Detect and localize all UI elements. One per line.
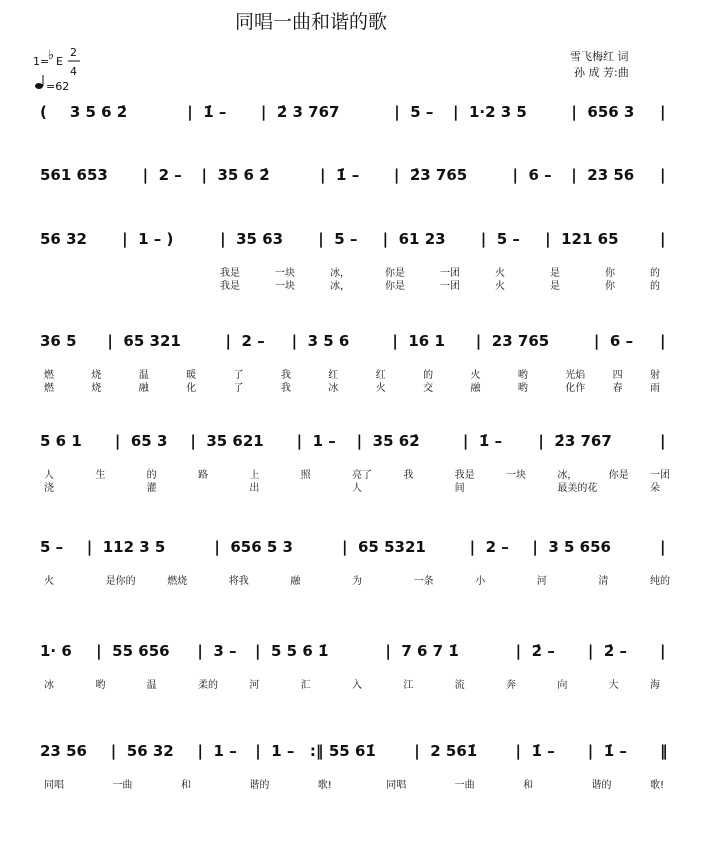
bar-line: | [587, 742, 594, 760]
bar-line: | [255, 742, 261, 760]
tempo-marking [35, 75, 69, 93]
lyric-word: 暖 [186, 370, 197, 381]
bar-line: | [220, 230, 226, 248]
lyric-word: 一曲 [112, 780, 133, 791]
lyric-word: 照 [300, 470, 311, 481]
note-group: 23 765 [491, 332, 550, 350]
lyric-word: 和 [180, 780, 191, 791]
note-group: 55 656 [112, 642, 170, 660]
note-group: 65 5321 [358, 538, 426, 556]
lyric-word: 我是 [220, 268, 240, 279]
lyric-word: 入 [352, 680, 362, 691]
note-group: 56 32 [40, 230, 87, 248]
lyric-word: 出 [249, 483, 260, 494]
bar-line: | [515, 642, 522, 660]
bar-line: | [394, 103, 400, 121]
lyric-word: 向 [557, 680, 568, 691]
lyric-word: 火 [495, 281, 505, 292]
lyric-word: 小 [475, 576, 486, 587]
lyric-word: 火 [470, 370, 481, 381]
lyric-word: 一块 [275, 268, 295, 279]
note-group: 7 6 7 1̇ [401, 642, 459, 660]
lyric-word: 间 [454, 483, 465, 494]
note-group: 121 65 [561, 230, 619, 248]
note-group: 23 56 [587, 166, 635, 184]
lyric-word: 融 [470, 383, 481, 394]
score-system [40, 103, 665, 122]
bar-line: | [462, 432, 469, 450]
score-system [40, 432, 670, 494]
key-prefix: 1= [33, 55, 50, 68]
bar-line: | [392, 332, 398, 350]
quarter-note-icon [35, 75, 43, 89]
lyric-word: 同唱 [386, 780, 407, 791]
bar-line: | [86, 538, 93, 556]
bar-line: | [660, 642, 666, 660]
lyric-word: 你 [605, 281, 615, 292]
bar-line: | [255, 642, 261, 660]
lyric-word: 朵 [650, 483, 660, 494]
note-group: 2 – [158, 166, 182, 184]
lyric-word: 温 [146, 680, 157, 691]
lyric-word: 红 [375, 370, 386, 381]
note-group: 2̇ 3 767 [276, 103, 340, 121]
lyric-word: 一块 [275, 281, 295, 292]
lyric-word: 冰 [44, 680, 54, 691]
bar-line: | [571, 166, 577, 184]
lyric-word: 海 [650, 680, 660, 691]
lyric-word: 你是 [385, 281, 405, 292]
lyric-word: 雨 [650, 383, 660, 394]
note-group: 1̇ – [603, 742, 627, 760]
lyric-word: 谐的 [591, 780, 612, 791]
time-signature-bottom: 4 [70, 65, 77, 78]
composer-credit: 孙 成 芳:曲 [574, 66, 629, 79]
lyric-word: 生 [95, 470, 106, 481]
lyric-line [220, 266, 660, 279]
bar-line: | [512, 166, 518, 184]
lyric-word: 江 [403, 680, 414, 691]
note-group: 1 – ) [138, 230, 174, 248]
note-group: 36 5 [40, 332, 77, 350]
note-group: 16 1 [408, 332, 445, 350]
lyric-word: 一团 [440, 281, 460, 292]
key-flat: ♭ [48, 48, 55, 63]
bar-line: | [318, 230, 324, 248]
score-system [40, 332, 665, 394]
note-group: 1̇ – [478, 432, 503, 450]
lyric-word: 化 [186, 383, 197, 394]
bar-line: | [452, 103, 459, 121]
lyric-word: 化作 [565, 383, 586, 394]
bar-line: | [201, 166, 207, 184]
lyric-word: 我是 [454, 470, 475, 481]
lyric-word: 我是 [220, 281, 240, 292]
lyric-line [44, 381, 660, 394]
note-group: 56 32 [126, 742, 174, 760]
lyric-word: 浇 [44, 483, 54, 494]
lyric-word: 奔 [506, 680, 516, 691]
note-group: 61 23 [398, 230, 446, 248]
lyric-word: 冰， [330, 268, 350, 279]
lyric-word: 人 [352, 483, 362, 494]
note-group: 5 – [410, 103, 434, 121]
note-group: 65 321 [123, 332, 181, 350]
lyric-word: 灌 [146, 483, 157, 494]
lyric-word: 人 [44, 470, 54, 481]
note-group: 2 – [485, 538, 509, 556]
lyric-word: 了 [233, 370, 244, 381]
lyric-word: 歌! [317, 780, 332, 791]
lyric-word: 我 [280, 370, 291, 381]
bar-line: | [393, 166, 400, 184]
bar-line: | [660, 230, 666, 248]
final-bar-line: ‖ [660, 742, 668, 760]
lyric-word: 是 [550, 281, 560, 292]
bar-line: | [532, 538, 538, 556]
lyric-line [220, 279, 660, 292]
note-group: 561 653 [40, 166, 108, 184]
bar-line: | [469, 538, 476, 556]
lyric-word: 冰， [557, 470, 578, 481]
bar-line: | [382, 230, 389, 248]
lyric-word: 的 [650, 281, 660, 292]
lyric-word: 光焰 [565, 370, 586, 381]
bar-line: | [260, 103, 267, 121]
key-letter: E [56, 55, 63, 68]
note-group: 2̇3 767 [554, 432, 612, 450]
lyric-word: 的 [146, 470, 157, 481]
lyric-word: 流 [454, 680, 465, 691]
lyric-word: 河 [249, 680, 260, 691]
note-group: 2̇ – [603, 642, 628, 660]
bar-line: | [96, 642, 102, 660]
lyric-word: 烧 [91, 383, 102, 394]
lyric-word: 四 [612, 370, 623, 381]
lyric-word: 火 [375, 383, 386, 394]
lyric-line [44, 678, 660, 691]
score-system [40, 742, 668, 791]
lyric-word: 清 [598, 576, 609, 587]
bar-line: | [545, 230, 551, 248]
bar-line: | [660, 538, 666, 556]
bar-line: | [571, 103, 577, 121]
note-group: 6 – [528, 166, 552, 184]
lyric-word: 哟 [95, 680, 106, 691]
bar-line: | [342, 538, 348, 556]
lyric-word: 是 [550, 268, 560, 279]
lyric-word: 春 [612, 383, 623, 394]
lyric-word: 大 [608, 680, 619, 691]
bar-line: | [291, 332, 298, 350]
lyric-word: 一曲 [454, 780, 475, 791]
lyric-word: 燃烧 [167, 576, 188, 587]
lyric-line [44, 368, 660, 381]
note-group: 23 56 [40, 742, 87, 760]
bar-line: | [320, 166, 326, 184]
lyric-line [44, 481, 660, 494]
bar-line: | [114, 432, 121, 450]
note-group: 2̇3 765 [409, 166, 468, 184]
lyric-word: 火 [44, 576, 54, 587]
lyric-word: 的 [423, 370, 434, 381]
bar-line: | [593, 332, 600, 350]
bar-line: | [660, 332, 666, 350]
lyric-word: 射 [650, 370, 660, 381]
lyric-word: 冰 [328, 383, 339, 394]
note-group: 55 61̇ [328, 742, 376, 760]
lyric-word: 路 [198, 470, 208, 481]
score-system [40, 166, 665, 185]
lyric-word: 亮了 [352, 470, 372, 481]
bar-line: | [190, 432, 196, 450]
lyric-word: 燃 [44, 383, 54, 394]
lyric-word: 纯的 [650, 576, 670, 587]
note-group: 1 – [312, 432, 336, 450]
lyric-word: 了 [233, 383, 244, 394]
bar-line: | [538, 432, 544, 450]
bar-line: | [225, 332, 232, 350]
note-group: 35 63 [236, 230, 284, 248]
note-group: 1 – [271, 742, 295, 760]
note-group: 5 – [40, 538, 64, 556]
bar-line: | [515, 742, 522, 760]
note-group: 35 621 [206, 432, 264, 450]
note-group: 3 5 6 2̇ [69, 103, 128, 121]
final-bar-line: :‖ [309, 742, 324, 760]
note-group: 1̇ – [531, 742, 555, 760]
bar-line: | [660, 103, 666, 121]
bar-line: | [414, 742, 420, 760]
lyric-word: 上 [249, 470, 260, 481]
note-group: 112 3 5 [102, 538, 166, 556]
lyric-word: 我 [280, 383, 291, 394]
score-system [40, 538, 670, 587]
note-group: 6 – [609, 332, 634, 350]
lyric-word: 你 [605, 268, 615, 279]
lyric-word: 烧 [91, 370, 102, 381]
score-systems [40, 103, 670, 791]
lyric-word: 将我 [228, 576, 249, 587]
note-group: 2 – [241, 332, 265, 350]
bar-line: | [187, 103, 193, 121]
note-group: 3 – [213, 642, 237, 660]
tempo-value: =62 [46, 80, 70, 93]
lyric-word: 同唱 [44, 780, 64, 791]
note-group: 5 5 6 1̇ [271, 642, 329, 660]
lyric-word: 最美的花 [557, 483, 598, 494]
note-group: 656 5 3 [230, 538, 293, 556]
bar-line: | [142, 166, 149, 184]
key-signature [33, 46, 77, 78]
note-group: 2 561̇ [430, 742, 478, 760]
score-system [40, 642, 665, 691]
lyric-word: 你是 [385, 268, 405, 279]
lyric-word: 一条 [413, 576, 434, 587]
lyric-word: 为 [352, 576, 362, 587]
note-group: 1· 6 [40, 642, 72, 660]
note-group: 5 6 1 [40, 432, 82, 450]
bar-line: | [197, 742, 204, 760]
lyric-word: 冰， [330, 281, 350, 292]
lyric-word: 融 [138, 383, 149, 394]
time-signature-top: 2 [70, 46, 77, 59]
note-group: ( [40, 103, 47, 121]
lyricist-credit: 雪飞梅红 词 [570, 50, 629, 63]
bar-line: | [385, 642, 391, 660]
lyric-word: 交 [423, 383, 434, 394]
lyric-word: 融 [290, 576, 301, 587]
lyric-word: 你是 [608, 470, 629, 481]
lyric-line [44, 468, 670, 481]
lyric-word: 汇 [300, 680, 311, 691]
lyric-line [44, 778, 664, 791]
lyric-word: 哟 [517, 383, 528, 394]
lyric-line [44, 574, 670, 587]
lyric-word: 一团 [440, 268, 460, 279]
note-group: 1̇ – [336, 166, 360, 184]
bar-line: | [475, 332, 482, 350]
note-group: 1·2 3 5 [468, 103, 527, 121]
bar-line: | [296, 432, 303, 450]
note-group: 3 5 6 [307, 332, 350, 350]
note-group: 656 3 [587, 103, 635, 121]
bar-line: | [587, 642, 594, 660]
note-group: 1 – [213, 742, 237, 760]
lyric-word: 和 [523, 780, 534, 791]
lyric-word: 哟 [517, 370, 528, 381]
bar-line: | [660, 432, 666, 450]
lyric-word: 的 [650, 268, 660, 279]
lyric-word: 燃 [44, 370, 54, 381]
note-group: 65 3 [130, 432, 168, 450]
lyric-word: 柔的 [198, 680, 218, 691]
bar-line: | [214, 538, 220, 556]
lyric-word: 是你的 [105, 576, 136, 587]
lyric-word: 谐的 [249, 780, 270, 791]
note-group: 5 – [496, 230, 520, 248]
bar-line: | [197, 642, 203, 660]
song-title: 同唱一曲和谐的歌 [235, 11, 388, 33]
note-group: 35 62̇ [372, 432, 420, 450]
note-group: 2̇ – [531, 642, 555, 660]
lyric-word: 温 [138, 370, 149, 381]
note-group: 3 5 656 [548, 538, 611, 556]
note-group: 5 – [334, 230, 358, 248]
bar-line: | [660, 166, 666, 184]
lyric-word: 火 [495, 268, 505, 279]
note-group: 1̇ – [203, 103, 227, 121]
lyric-word: 河 [536, 576, 547, 587]
lyric-word: 一块 [506, 470, 526, 481]
score-system [40, 230, 665, 292]
lyric-word: 歌! [650, 780, 665, 791]
note-group: 35 6 2̇ [217, 166, 270, 184]
bar-line: | [356, 432, 363, 450]
bar-line: | [122, 230, 128, 248]
bar-line: | [110, 742, 117, 760]
bar-line: | [480, 230, 487, 248]
lyric-word: 我 [403, 470, 414, 481]
lyric-word: 红 [328, 370, 339, 381]
lyric-word: 一团 [650, 470, 670, 481]
bar-line: | [107, 332, 113, 350]
